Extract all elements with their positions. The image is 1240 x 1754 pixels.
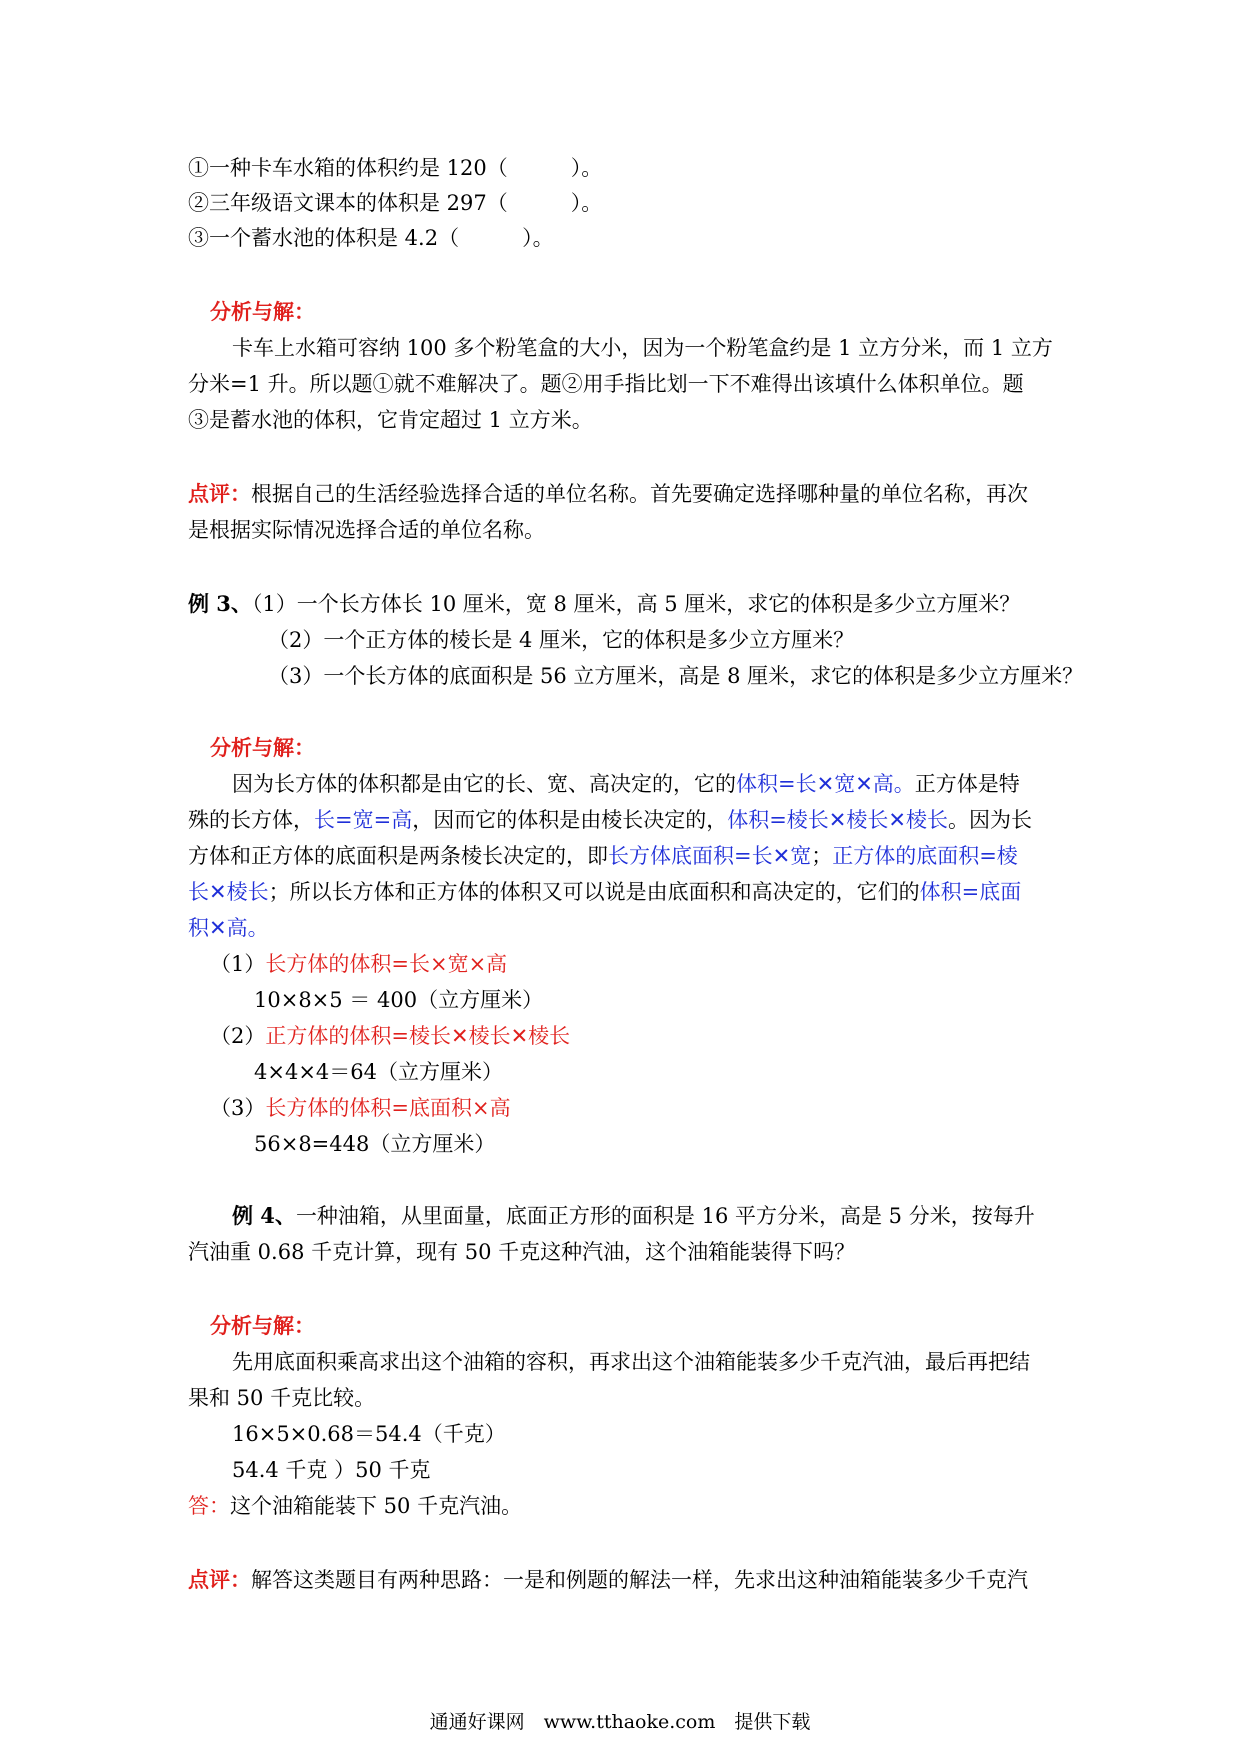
formula-highlight: 体积=长✕宽✕高。 — [736, 772, 915, 796]
solution-calc-3: 56×8=448（立方厘米） — [254, 1132, 496, 1156]
analysis-text: 殊的长方体，长=宽=高，因而它的体积是由棱长决定的，体积=棱长✕棱长✕棱长。因为长 — [188, 808, 1032, 832]
solution-calc: 54.4 千克 ）50 千克 — [232, 1458, 431, 1482]
formula-highlight: 长✕棱长 — [188, 880, 269, 904]
comment-text: 解答这类题目有两种思路：一是和例题的解法一样，先求出这种油箱能装多少千克汽 — [251, 1568, 1028, 1592]
analysis-text: 分米=1 升。所以题①就不难解决了。题②用手指比划一下不难得出该填什么体积单位。题 — [188, 372, 1024, 396]
example-3-question-2: （2）一个正方体的棱长是 4 厘米，它的体积是多少立方厘米？ — [268, 628, 855, 652]
analysis-text: ③是蓄水池的体积，它肯定超过 1 立方米。 — [188, 408, 593, 432]
solution-calc-1: 10×8×5 ＝ 400（立方厘米） — [254, 988, 544, 1012]
formula-text: 长方体的体积=底面积×高 — [265, 1096, 511, 1120]
example-3-question-1: 例 3、（1）一个长方体长 10 厘米，宽 8 厘米，高 5 厘米，求它的体积是多少立方厘米？ — [188, 591, 1021, 616]
analysis-text: 卡车上水箱可容纳 100 多个粉笔盒的大小，因为一个粉笔盒约是 1 立方分米，而 1 立方 — [232, 336, 1053, 360]
analysis-text: 果和 50 千克比较。 — [188, 1386, 376, 1410]
formula-highlight: 积✕高。 — [188, 916, 269, 940]
solution-step-3: （3）长方体的体积=底面积×高 — [210, 1096, 511, 1120]
formula-highlight: 正方体的底面积=棱 — [832, 844, 1018, 868]
analysis-text: 长✕棱长；所以长方体和正方体的体积又可以说是由底面积和高决定的，它们的体积=底面 — [188, 880, 1022, 904]
analysis-text: 方体和正方体的底面积是两条棱长决定的，即长方体底面积=长✕宽；正方体的底面积=棱 — [188, 844, 1018, 868]
formula-text: 长方体的体积=长×宽×高 — [265, 952, 508, 976]
page-footer: 通通好课网 www.tthaoke.com 提供下载 — [429, 1711, 811, 1733]
analysis-text — [188, 910, 1068, 946]
analysis-heading: 分析与解： — [210, 1313, 315, 1338]
formula-text: 正方体的体积=棱长✕棱长✕棱长 — [265, 1024, 571, 1048]
question-unit-2: ②三年级语文课本的体积是 297（ ）。 — [188, 191, 603, 215]
formula-highlight: 体积=棱长✕棱长✕棱长 — [727, 808, 948, 832]
formula-highlight: 体积=底面 — [919, 880, 1022, 904]
example-label: 例 3、 — [188, 591, 252, 616]
example-3-question-3: （3）一个长方体的底面积是 56 立方厘米，高是 8 厘米，求它的体积是多少立方厘米？ — [268, 664, 1084, 688]
comment-text: 是根据实际情况选择合适的单位名称。 — [188, 518, 545, 542]
question-unit-3: ③一个蓄水池的体积是 4.2（ ）。 — [188, 226, 554, 250]
analysis-heading: 分析与解： — [210, 299, 315, 324]
example-4-question: 例 4、一种油箱，从里面量，底面正方形的面积是 16 平方分米，高是 5 分米，按每升 — [232, 1203, 1035, 1228]
analysis-text: 因为长方体的体积都是由它的长、宽、高决定的，它的体积=长✕宽✕高。正方体是特 — [232, 772, 1020, 796]
question-unit-1: ①一种卡车水箱的体积约是 120（ ）。 — [188, 156, 603, 180]
comment-label: 点评： — [188, 1567, 251, 1592]
answer-label: 答： — [188, 1494, 230, 1518]
solution-calc: 16×5×0.68＝54.4（千克） — [232, 1422, 506, 1446]
comment-label: 点评： — [188, 481, 251, 506]
formula-highlight: 长方体底面积=长✕宽 — [608, 844, 812, 868]
solution-step-2: （2）正方体的体积=棱长✕棱长✕棱长 — [210, 1024, 571, 1048]
comment-text: 根据自己的生活经验选择合适的单位名称。首先要确定选择哪种量的单位名称，再次 — [251, 482, 1028, 506]
comment-paragraph — [188, 1562, 1068, 1598]
answer-line: 答：这个油箱能装下 50 千克汽油。 — [188, 1494, 523, 1518]
analysis-heading: 分析与解： — [210, 735, 315, 760]
analysis-text: 先用底面积乘高求出这个油箱的容积，再求出这个油箱能装多少千克汽油，最后再把结 — [232, 1350, 1030, 1374]
example-label: 例 4、 — [232, 1203, 296, 1228]
example-4-question: 汽油重 0.68 千克计算，现有 50 千克这种汽油，这个油箱能装得下吗？ — [188, 1240, 856, 1264]
comment-paragraph — [188, 476, 1068, 512]
formula-highlight: 长=宽=高 — [314, 808, 413, 832]
solution-calc-2: 4×4×4＝64（立方厘米） — [254, 1060, 503, 1084]
solution-step-1: （1）长方体的体积=长×宽×高 — [210, 952, 508, 976]
